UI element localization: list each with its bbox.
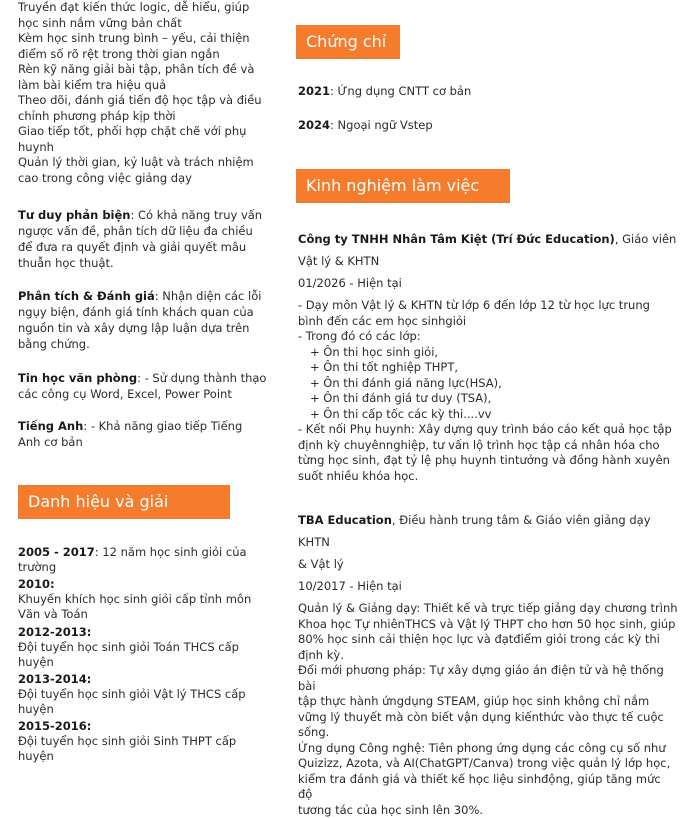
skill-analysis (18, 288, 268, 352)
skill-label: Phân tích & Đánh giá (18, 289, 155, 303)
desc-line: - Kết nối Phụ huynh: Xây dựng quy trình báo cáo kết quả học tập (298, 422, 678, 438)
awards-heading: Danh hiệu và giải thưởng (18, 485, 230, 519)
skill-text: : Nhận diện các lỗi ngụy biện, đánh giá tính khách quan của nguồn tin và xây dựng lập luận dựa trên bằng chứng. (18, 289, 261, 351)
cert-heading: Chứng chỉ (296, 25, 400, 59)
desc-line: + Ôn thi tốt nghiệp THPT, (298, 360, 678, 376)
award-text: Đội tuyển học sinh giỏi Vật lý THCS cấp huyện (18, 687, 268, 717)
desc-line: tập thực hành ứngdụng STEAM, giúp học sinh không chỉ nắm (298, 694, 678, 710)
duty-line: Theo dõi, đánh giá tiến độ học tập và điều (18, 93, 268, 109)
cert-item (298, 118, 433, 132)
desc-line: 80% học sinh cải thiện học lực và đạtđiểm giỏi trong các kỳ thi (298, 632, 678, 648)
award-year: 2013-2014: (18, 672, 91, 686)
desc-line: tương tác của học sinh lên 30%. (298, 803, 678, 818)
job-period: 01/2026 - Hiện tại (298, 272, 678, 294)
desc-line: bình đến các em học sinhgiỏi (298, 314, 678, 330)
skill-critical-thinking (18, 207, 268, 271)
experience-heading: Kinh nghiệm làm việc (296, 169, 510, 203)
desc-line: + Ôn thi đánh giá tư duy (TSA), (298, 391, 678, 407)
desc-line: kiểm tra đánh giá và thiết kế học liệu sinhđộng, giúp tăng mức độ (298, 772, 678, 803)
desc-line: - Trong đó có các lớp: (298, 329, 678, 345)
award-text: Đội tuyển học sinh giỏi Toán THCS cấp huyện (18, 640, 268, 670)
job-role: , Điều hành trung tâm & Giáo viên giảng dạy KHTN (298, 513, 651, 549)
desc-line: Quizizz, Azota, và AI(ChatGPT/Canva) trong việc quản lý lớp học, (298, 756, 678, 772)
award-text: Khuyến khích học sinh giỏi cấp tỉnh môn Văn và Toán (18, 592, 268, 622)
award-year: 2012-2013: (18, 625, 91, 639)
award-year: 2005 - 2017 (18, 545, 95, 559)
skill-label: Tư duy phản biện (18, 208, 130, 222)
job-company: Công ty TNHH Nhân Tâm Kiệt (Trí Đức Education) (298, 232, 615, 246)
desc-line: Đổi mới phương pháp: Tự xây dựng giáo án điện tử và hệ thống bài (298, 663, 678, 694)
duty-line: Giao tiếp tốt, phối hợp chặt chẽ với phụ (18, 124, 268, 140)
cert-text: : Ứng dụng CNTT cơ bản (330, 84, 471, 98)
award-text: : 12 năm học sinh giỏi của trường (18, 545, 247, 574)
duty-line: huynh (18, 140, 268, 156)
job-role: , Giáo viên (615, 232, 677, 246)
skill-text: : - Sử dụng thành thạo các công cụ Word, Excel, Power Point (18, 371, 266, 401)
skill-office (18, 370, 268, 402)
duty-line: làm bài kiểm tra hiệu quả (18, 78, 268, 94)
duty-line: học sinh nắm vững bản chất (18, 16, 268, 32)
skill-label: Tin học văn phòng (18, 371, 137, 385)
duty-line: Rèn kỹ năng giải bài tập, phân tích đề và (18, 62, 268, 78)
skill-english (18, 418, 268, 450)
award-year: 2015-2016: (18, 719, 91, 733)
desc-line: Ứng dụng Công nghệ: Tiên phong ứng dụng các công cụ số như (298, 741, 678, 757)
duty-line: điểm số rõ rệt trong thời gian ngắn (18, 47, 268, 63)
desc-line: + Ôn thi học sinh giỏi, (298, 345, 678, 361)
award-item (18, 625, 268, 670)
skill-text: : - Khả năng giao tiếp Tiếng Anh cơ bản (18, 419, 242, 449)
job-description (298, 298, 678, 484)
duty-line: Kèm học sinh trung bình – yếu, cải thiện (18, 31, 268, 47)
job-2 (298, 509, 678, 818)
skill-label: Tiếng Anh (18, 419, 83, 433)
job-company: TBA Education (298, 513, 392, 527)
job-period: 10/2017 - Hiện tại (298, 575, 678, 597)
desc-line: Quản lý & Giảng dạy: Thiết kế và trực tiếp giảng dạy chương trình (298, 601, 678, 617)
desc-line: + Ôn thi đánh giá năng lực(HSA), (298, 376, 678, 392)
desc-line: sống. (298, 725, 678, 741)
award-item (18, 719, 268, 764)
award-text: Đội tuyển học sinh giỏi Sinh THPT cấp huyện (18, 734, 268, 764)
award-year: 2010: (18, 577, 55, 591)
duty-line: Truyền đạt kiến thức logic, dễ hiểu, giúp (18, 0, 268, 16)
duty-line: chỉnh phương pháp kịp thời (18, 109, 268, 125)
job-role-cont: & Vật lý (298, 553, 678, 575)
award-item (18, 545, 268, 575)
desc-line: Khoa học Tự nhiênTHCS và Vật lý THPT cho hơn 50 học sinh, giúp (298, 617, 678, 633)
cert-text: : Ngoại ngữ Vstep (330, 118, 433, 132)
desc-line: định kỳ chuyênnghiệp, tư vấn lộ trình học tập cá nhân hóa cho (298, 438, 678, 454)
desc-line: vững lý thuyết mà còn biết vận dụng kiếnthức vào thực tế cuộc (298, 710, 678, 726)
job-1 (298, 228, 678, 484)
cert-year: 2021 (298, 84, 330, 98)
duty-line: Quản lý thời gian, kỷ luật và trách nhiệm (18, 155, 268, 171)
desc-line: định kỳ. (298, 648, 678, 664)
desc-line: - Dạy môn Vật lý & KHTN từ lớp 6 đến lớp 12 từ học lực trung (298, 298, 678, 314)
duty-line: cao trong công việc giảng dạy (18, 171, 268, 187)
skill-text: : Có khả năng truy vấn ngược vấn đề, phân tích dữ liệu đa chiều để đưa ra quyết định và giải quyết mâu thuẫn học thuật. (18, 208, 262, 270)
desc-line: suốt nhiều khóa học. (298, 469, 678, 485)
cert-year: 2024 (298, 118, 330, 132)
award-item (18, 577, 268, 622)
desc-line: + Ôn thi cấp tốc các kỳ thi....vv (298, 407, 678, 423)
award-item (18, 672, 268, 717)
job-role-cont: Vật lý & KHTN (298, 250, 678, 272)
duties-list (18, 0, 268, 186)
cert-item (298, 84, 471, 98)
job-description (298, 601, 678, 818)
desc-line: từng học sinh, đạt tỷ lệ phụ huynh tintưởng và đồng hành xuyên (298, 453, 678, 469)
